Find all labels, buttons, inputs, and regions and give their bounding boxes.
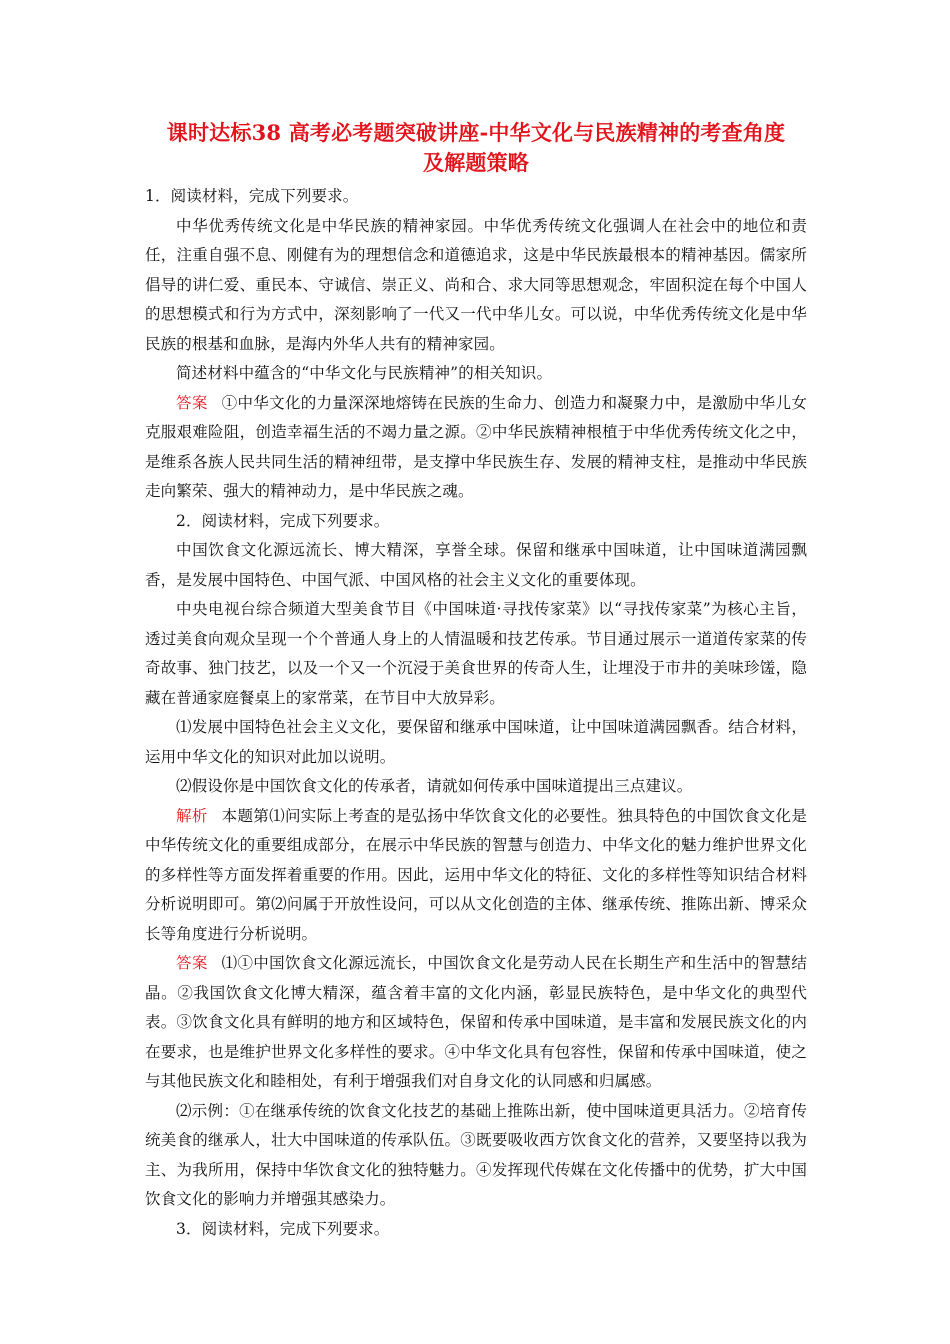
answer-text: ①中华文化的力量深深地熔铸在民族的生命力、创造力和凝聚力中，是激励中华儿女克服艰难险阻，创造幸福生活的不竭力量之源。②中华民族精神根植于中华优秀传统文化之中，是维系各族人民共同生活的精神纽带，是支撑中华民族生存、发展的精神支柱，是推动中华民族走向繁荣、强大的精神动力，是中华民族之魂。 <box>145 393 807 500</box>
question-3-prompt: 3．阅读材料，完成下列要求。 <box>176 1219 390 1238</box>
answer-text: ⑴①中国饮食文化源远流长，中国饮食文化是劳动人民在长期生产和生活中的智慧结晶。②我国饮食文化博大精深，蕴含着丰富的文化内涵，彰显民族特色，是中华文化的典型代表。③饮食文化具有鲜明的地方和区域特色，保留和传承中国味道，是丰富和发展民族文化的内在要求，也是维护世界文化多样性的要求。④中华文化具有包容性，保留和传承中国味道，使之与其他民族文化和睦相处，有利于增强我们对自身文化的认同感和归属感。 <box>145 954 807 1090</box>
question-1-prompt: 1．阅读材料，完成下列要求。 <box>145 187 359 205</box>
question-1-question: 简述材料中蕴含的“中华文化与民族精神”的相关知识。 <box>176 364 553 382</box>
question-2-sub-2: ⑵假设你是中国饮食文化的传承者，请就如何传承中国味道提出三点建议。 <box>176 777 693 795</box>
analysis-text: 本题第⑴问实际上考查的是弘扬中华饮食文化的必要性。独具特色的中国饮食文化是中华传统文化的重要组成部分，在展示中华民族的智慧与创造力、中华文化的魅力维护世界文化的多样性等方面发挥着重要的作用。因此，运用中华文化的特征、文化的多样性等知识结合材料分析说明即可。第⑵问属于开放性设问，可以从文化创造的主体、继承传统、推陈出新、博采众长等角度进行分析说明。 <box>145 806 807 943</box>
question-2-answer-1 <box>145 949 807 1097</box>
question-2-material-2: 中央电视台综合频道大型美食节目《中国味道·寻找传家菜》以“寻找传家菜”为核心主旨，透过美食向观众呈现一个个普通人身上的人情温暖和技艺传承。节目通过展示一道道传家菜的传奇故事、独门技艺，以及一个又一个沉浸于美食世界的传奇人生，让埋没于市井的美味珍馐，隐藏在普通家庭餐桌上的家常菜，在节目中大放异彩。 <box>145 600 807 707</box>
document-page <box>145 118 807 1244</box>
question-1-material: 中华优秀传统文化是中华民族的精神家园。中华优秀传统文化强调人在社会中的地位和责任，注重自强不息、刚健有为的理想信念和道德追求，这是中华民族最根本的精神基因。儒家所倡导的讲仁爱、重民本、守诚信、崇正义、尚和合、求大同等思想观念，牢固积淀在每个中国人的思想模式和行为方式中，深刻影响了一代又一代中华儿女。可以说，中华优秀传统文化是中华民族的根基和血脉，是海内外华人共有的精神家园。 <box>145 216 807 353</box>
title-line-1: 课时达标38 高考必考题突破讲座-中华文化与民族精神的考查角度 <box>166 120 786 145</box>
question-1-answer <box>145 389 807 507</box>
question-2-analysis <box>145 802 807 950</box>
answer-label: 答案 <box>176 954 208 972</box>
question-2-material-1: 中国饮食文化源远流长、博大精深，享誉全球。保留和继承中国味道，让中国味道满园飘香，是发展中国特色、中国气派、中国风格的社会主义文化的重要体现。 <box>145 541 807 589</box>
answer-label: 答案 <box>176 393 208 412</box>
question-2-sub-1: ⑴发展中国特色社会主义文化，要保留和继承中国味道，让中国味道满园飘香。结合材料，运用中华文化的知识对此加以说明。 <box>145 718 807 766</box>
title-line-2: 及解题策略 <box>423 150 529 175</box>
question-2-answer-2: ⑵示例：①在继承传统的饮食文化技艺的基础上推陈出新，使中国味道更具活力。②培育传统美食的继承人，壮大中国味道的传承队伍。③既要吸收西方饮食文化的营养，又要坚持以我为主、为我所用，保持中华饮食文化的独特魅力。④发挥现代传媒在文化传播中的优势，扩大中国饮食文化的影响力并增强其感染力。 <box>145 1101 807 1208</box>
question-2-prompt: 2．阅读材料，完成下列要求。 <box>176 511 390 530</box>
document-title <box>145 118 807 178</box>
analysis-label: 解析 <box>176 806 208 825</box>
